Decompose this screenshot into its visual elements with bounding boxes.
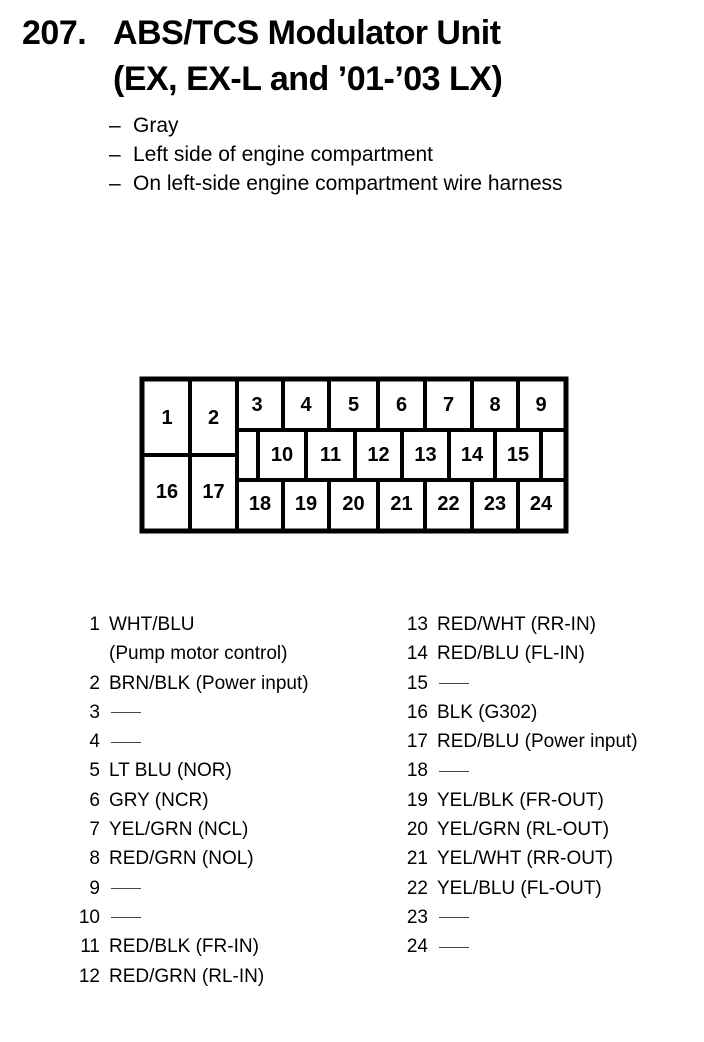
- dash-marker: –: [109, 172, 121, 195]
- pin-row: [60, 874, 309, 903]
- pin-row: [60, 786, 309, 815]
- pin-wire: BLK (G302): [437, 701, 538, 723]
- unused-pin-mark: [111, 742, 141, 743]
- pin-number: 12: [78, 965, 100, 987]
- connector-cell-1: 1: [161, 406, 173, 429]
- connector-cell-12: 12: [367, 443, 390, 466]
- connector-cell-24: 24: [529, 493, 553, 515]
- pin-wire: YEL/GRN (NCL): [109, 819, 249, 841]
- page-subtitle: (EX, EX-L and ’01-’03 LX): [113, 60, 503, 98]
- pin-row: [60, 669, 309, 698]
- pin-number: 14: [406, 643, 428, 665]
- connector-cell-5: 5: [347, 394, 360, 416]
- connector-cell-11: 11: [319, 443, 342, 466]
- connector-cell-18: 18: [248, 493, 272, 515]
- pin-wire: RED/BLK (FR-IN): [109, 936, 259, 958]
- pin-number: 5: [89, 760, 100, 782]
- connector-cell-3: 3: [251, 394, 263, 416]
- pin-row: [60, 932, 309, 961]
- pin-wire: YEL/BLU (FL-OUT): [437, 877, 602, 899]
- unused-pin-mark: [439, 947, 469, 948]
- pin-number: 19: [406, 789, 428, 811]
- connector-cell-6: 6: [395, 394, 408, 416]
- unused-pin-mark: [111, 712, 141, 713]
- page-title: ABS/TCS Modulator Unit: [113, 14, 501, 52]
- pin-row: [60, 756, 309, 785]
- connector-cell-8: 8: [489, 394, 501, 416]
- pin-function: (Pump motor control): [109, 643, 288, 665]
- pin-number: 8: [89, 848, 100, 870]
- pin-number: 21: [406, 848, 428, 870]
- connector-cell-17: 17: [202, 480, 225, 503]
- pin-row: [388, 932, 638, 961]
- dash-marker: –: [109, 114, 121, 137]
- pin-row: [388, 727, 638, 756]
- connector-cell-2: 2: [207, 406, 220, 429]
- pin-row: [60, 698, 309, 727]
- pin-wire: RED/WHT (RR-IN): [437, 614, 597, 635]
- connector-cell-19: 19: [294, 493, 318, 515]
- pin-number: 1: [89, 614, 100, 635]
- pin-wire: BRN/BLK (Power input): [109, 672, 309, 694]
- connector-cell-7: 7: [442, 394, 455, 416]
- pin-row: [60, 962, 309, 991]
- unused-pin-mark: [111, 917, 141, 918]
- pin-row: [388, 756, 638, 785]
- note-harness: On left-side engine compartment wire harness: [133, 172, 563, 195]
- connector-cell-4: 4: [300, 394, 312, 416]
- pin-row: [60, 815, 309, 844]
- pin-number: 7: [89, 819, 100, 841]
- connector-cell-23: 23: [483, 493, 507, 515]
- note-color: Gray: [133, 114, 179, 137]
- connector-cell-9: 9: [535, 394, 547, 416]
- pin-wire: YEL/WHT (RR-OUT): [437, 848, 613, 870]
- pin-number: 4: [89, 731, 100, 753]
- note-item: [109, 140, 563, 169]
- pin-row: [60, 727, 309, 756]
- pin-number: 15: [406, 672, 428, 694]
- dash-marker: –: [109, 143, 121, 166]
- section-number: 207.: [22, 14, 87, 52]
- pin-row: [388, 639, 638, 668]
- pin-list-left: [60, 610, 309, 991]
- unused-pin-mark: [439, 917, 469, 918]
- pin-number: 11: [80, 936, 100, 958]
- pin-row: [388, 698, 638, 727]
- pin-wire: YEL/GRN (RL-OUT): [437, 819, 610, 841]
- pin-wire: GRY (NCR): [109, 789, 209, 811]
- pin-number: 3: [89, 701, 100, 723]
- pin-row: [60, 610, 309, 669]
- pin-list-right: [388, 610, 638, 962]
- pin-wire: YEL/BLK (FR-OUT): [437, 789, 604, 811]
- unused-pin-mark: [439, 771, 469, 772]
- connector-cell-13: 13: [414, 443, 437, 466]
- pin-wire: RED/GRN (RL-IN): [109, 965, 265, 987]
- note-item: [109, 111, 563, 140]
- pin-number: 13: [406, 614, 428, 635]
- pin-number: 6: [89, 789, 100, 811]
- pin-wire: LT BLU (NOR): [109, 760, 232, 782]
- pin-row: [388, 874, 638, 903]
- pin-row: [388, 903, 638, 932]
- unused-pin-mark: [111, 888, 141, 889]
- connector-cell-22: 22: [437, 493, 460, 515]
- pin-row: [60, 844, 309, 873]
- pin-row: [60, 903, 309, 932]
- pin-row: [388, 786, 638, 815]
- unused-pin-mark: [439, 683, 469, 684]
- pin-row: [388, 815, 638, 844]
- note-location: Left side of engine compartment: [133, 143, 434, 166]
- pin-wire: RED/BLU (Power input): [437, 731, 638, 753]
- connector-cell-21: 21: [390, 493, 413, 515]
- connector-cell-16: 16: [155, 480, 179, 503]
- connector-cell-10: 10: [270, 443, 294, 466]
- pin-number: 9: [89, 877, 100, 899]
- connector-notes: [109, 111, 563, 198]
- pin-number: 20: [406, 819, 428, 841]
- pin-number: 2: [89, 672, 100, 694]
- pin-number: 23: [406, 906, 428, 928]
- pin-wire: RED/BLU (FL-IN): [437, 643, 585, 665]
- pin-wire: RED/GRN (NOL): [109, 848, 254, 870]
- connector-cell-20: 20: [342, 493, 365, 515]
- pin-number: 18: [406, 760, 428, 782]
- pin-number: 22: [406, 877, 428, 899]
- note-item: [109, 169, 563, 198]
- connector-cell-15: 15: [506, 443, 530, 466]
- pin-number: 17: [406, 731, 428, 753]
- pin-row: [388, 669, 638, 698]
- connector-cell-14: 14: [460, 443, 484, 466]
- pin-wire: WHT/BLU: [109, 614, 195, 635]
- pin-row: [388, 844, 638, 873]
- pin-number: 24: [406, 936, 428, 958]
- pin-number: 16: [406, 701, 428, 723]
- pin-number: 10: [78, 906, 100, 928]
- pin-row: [388, 610, 638, 639]
